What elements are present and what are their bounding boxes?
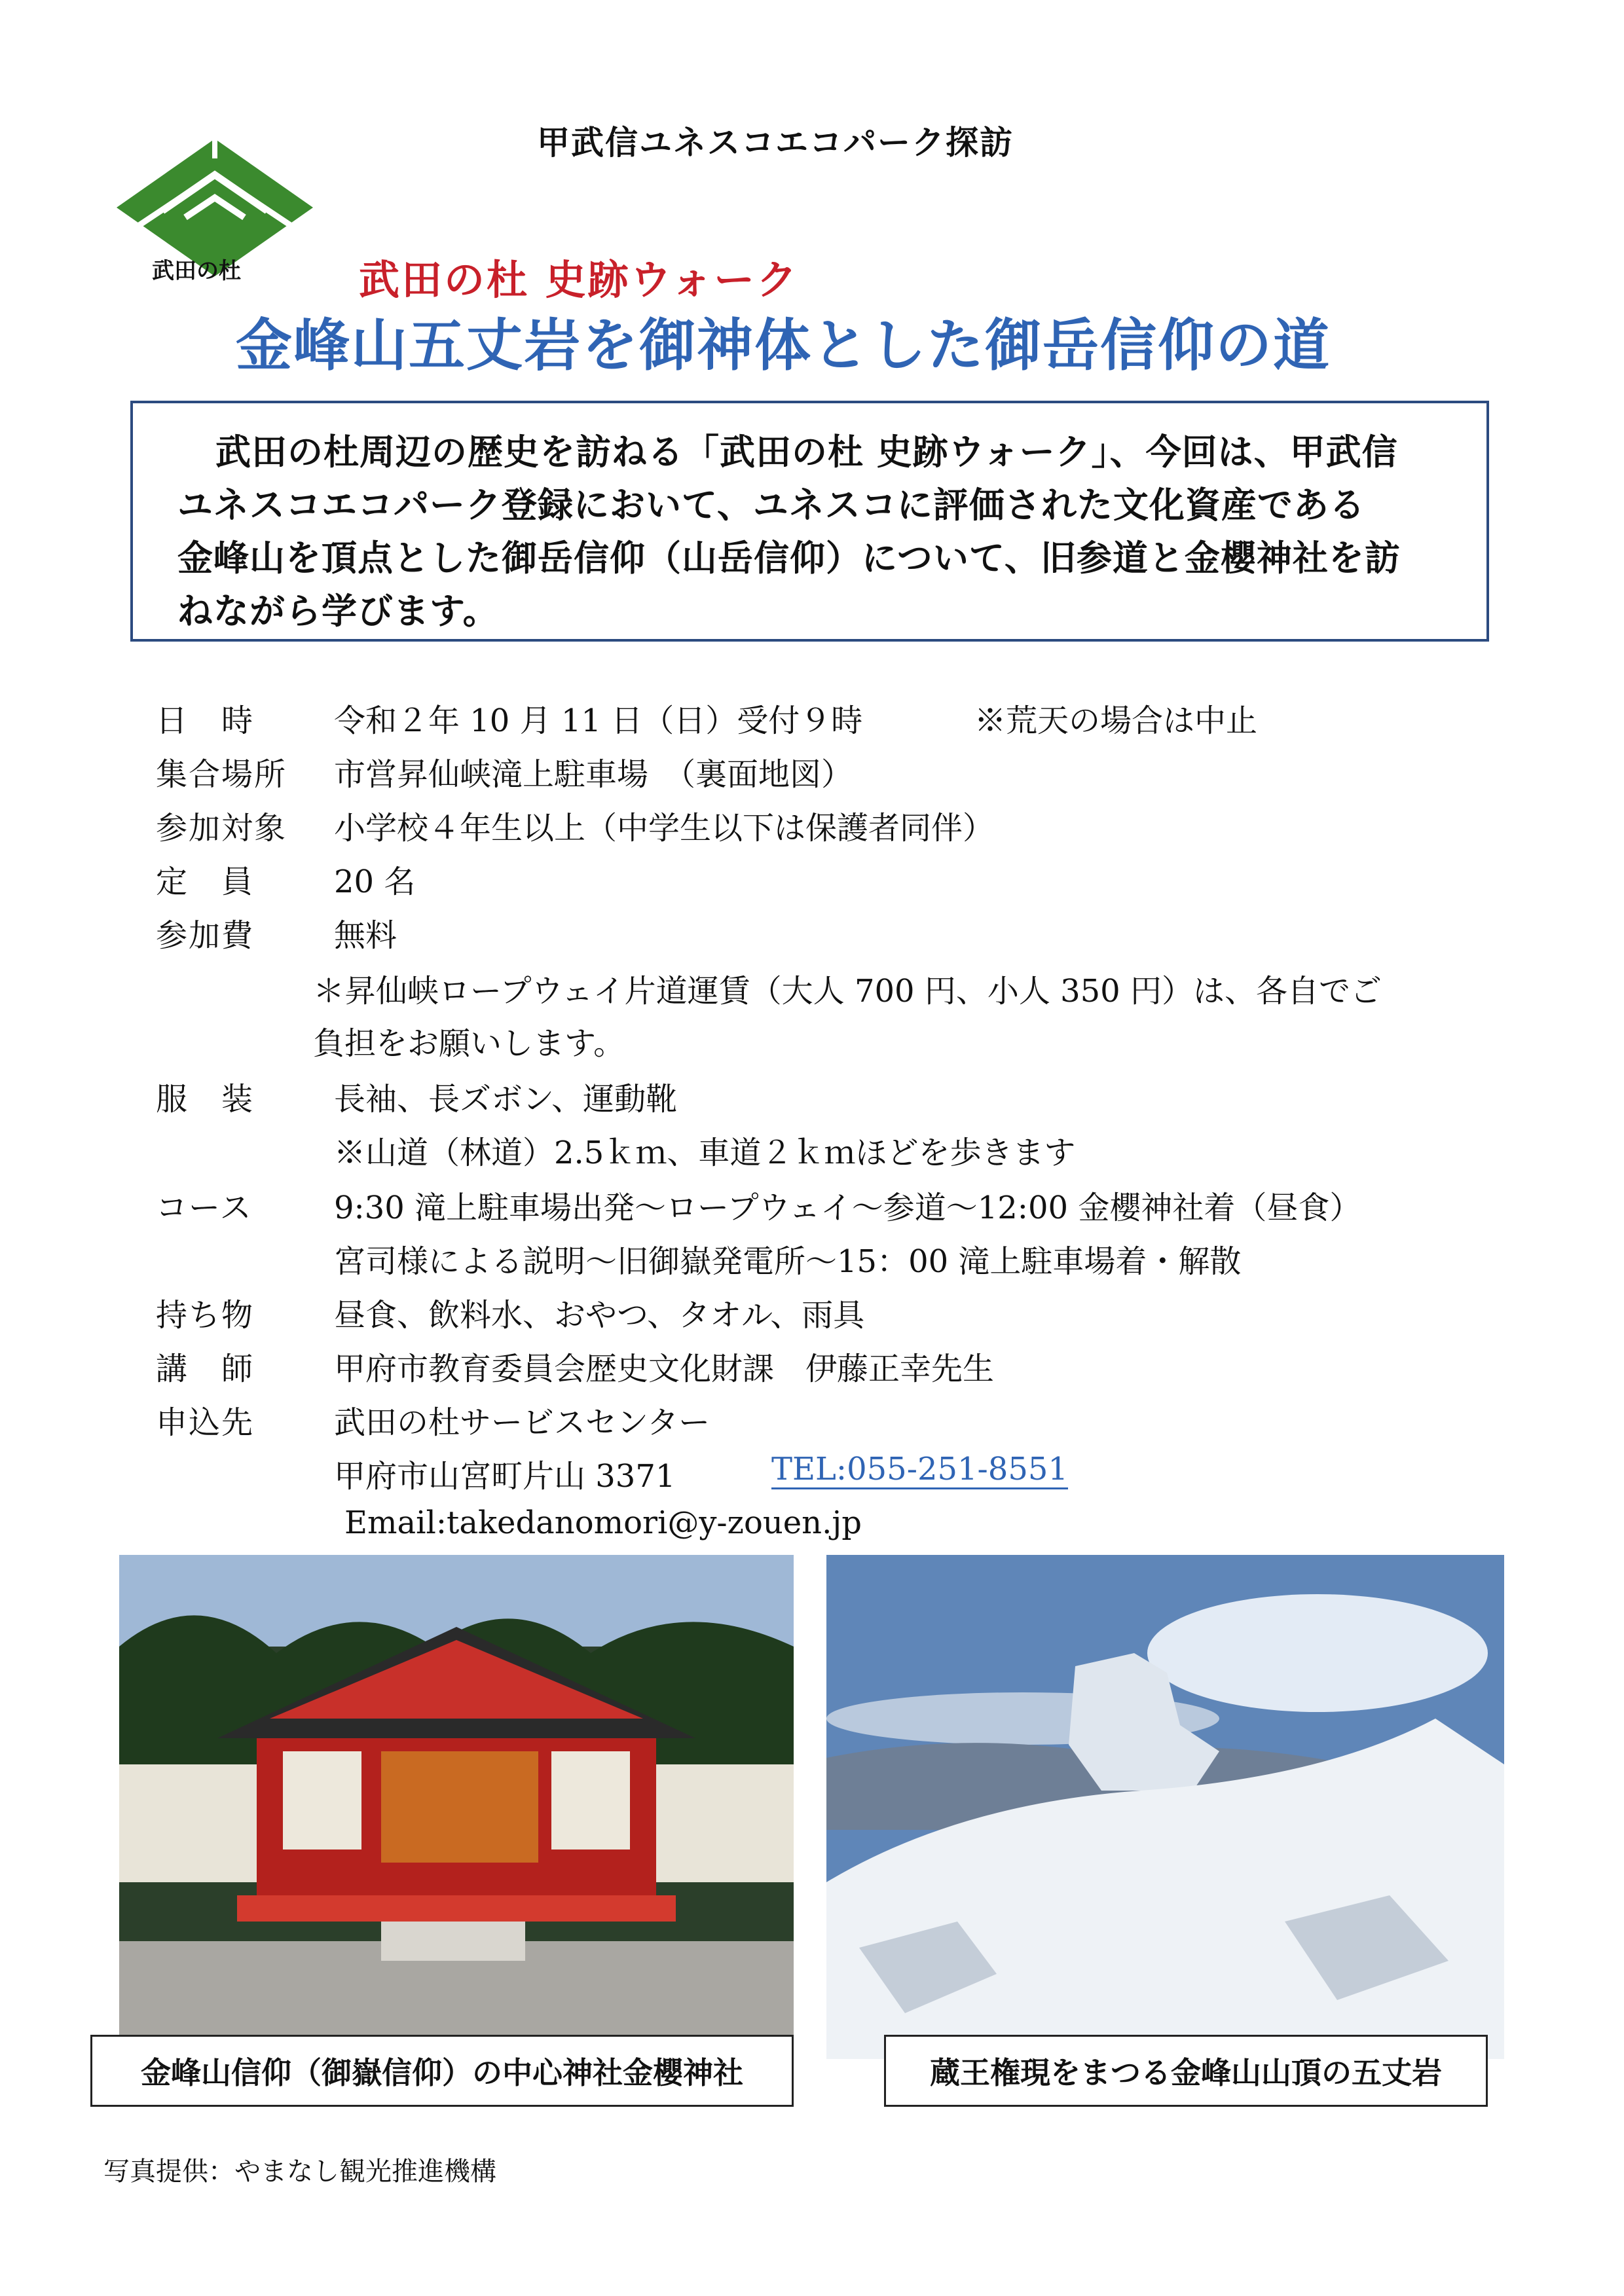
fee-value: 無料: [334, 917, 397, 954]
dress-label: 服 装: [156, 1081, 255, 1118]
date-value: 令和２年 10 月 11 日（日）受付９時: [334, 702, 863, 739]
weather-note: ※荒天の場合は中止: [974, 702, 1258, 739]
fee-note: ＊昇仙峡ロープウェイ片道運賃（大人 700 円、小人 350 円）は、各自でご: [313, 973, 1382, 1010]
course-value: 9:30 滝上駐車場出発〜ロープウェイ〜参道〜12:00 金櫻神社着（昼食）: [334, 1190, 1361, 1226]
place-label: 集合場所: [156, 756, 287, 793]
series-title: 甲武信ユネスコエコパーク探訪: [537, 123, 1014, 162]
shrine-caption: 金峰山信仰（御嶽信仰）の中心神社金櫻神社: [90, 2035, 794, 2107]
lecturer-label: 講 師: [156, 1351, 255, 1387]
logo-caption: 武田の杜: [152, 258, 241, 284]
intro-box: [130, 401, 1489, 642]
email[interactable]: Email:takedanomori@y-zouen.jp: [344, 1504, 862, 1541]
intro-line: ねながら学びます。: [177, 590, 499, 632]
dress-value: 長袖、長ズボン、運動靴: [334, 1081, 678, 1118]
target-value: 小学校４年生以上（中学生以下は保護者同伴）: [334, 810, 995, 847]
items-label: 持ち物: [156, 1297, 255, 1334]
lecturer-value: 甲府市教育委員会歴史文化財課 伊藤正幸先生: [334, 1351, 995, 1387]
capacity-label: 定 員: [156, 864, 255, 900]
shrine-photo: [119, 1555, 794, 2059]
intro-line: ユネスコエコパーク登録において、ユネスコに評価された文化資産である: [177, 484, 1365, 526]
items-value: 昼食、飲料水、おやつ、タオル、雨具: [334, 1297, 865, 1334]
intro-line: 金峰山を頂点とした御岳信仰（山岳信仰）について、旧参道と金櫻神社を訪: [177, 537, 1401, 579]
target-label: 参加対象: [156, 810, 287, 847]
page-title: 金峰山五丈岩を御神体とした御岳信仰の道: [236, 312, 1331, 378]
intro-line: 武田の杜周辺の歴史を訪ねる「武田の杜 史跡ウォーク」、今回は、甲武信: [215, 431, 1398, 473]
photo-credit: 写真提供：やまなし観光推進機構: [103, 2157, 496, 2187]
capacity-value: 20 名: [334, 864, 416, 900]
apply-label: 申込先: [156, 1404, 255, 1441]
fee-note: 負担をお願いします。: [313, 1025, 625, 1062]
summit-photo: [826, 1555, 1504, 2059]
address: 甲府市山宮町片山 3371: [334, 1458, 676, 1495]
date-label: 日 時: [156, 702, 255, 739]
tel-link[interactable]: TEL:055-251-8551: [771, 1451, 1068, 1489]
place-value: 市営昇仙峡滝上駐車場 （裏面地図）: [334, 756, 853, 793]
summit-caption: 蔵王権現をまつる金峰山山頂の五丈岩: [884, 2035, 1488, 2107]
fee-label: 参加費: [156, 917, 255, 954]
course-value: 宮司様による説明〜旧御嶽発電所〜15：00 滝上駐車場着・解散: [334, 1243, 1242, 1280]
event-subtitle: 武田の杜 史跡ウォーク: [359, 256, 800, 304]
apply-value: 武田の杜サービスセンター: [334, 1404, 710, 1441]
dress-note: ※山道（林道）2.5ｋｍ、車道２ｋｍほどを歩きます: [334, 1135, 1076, 1171]
course-label: コース: [156, 1190, 253, 1226]
